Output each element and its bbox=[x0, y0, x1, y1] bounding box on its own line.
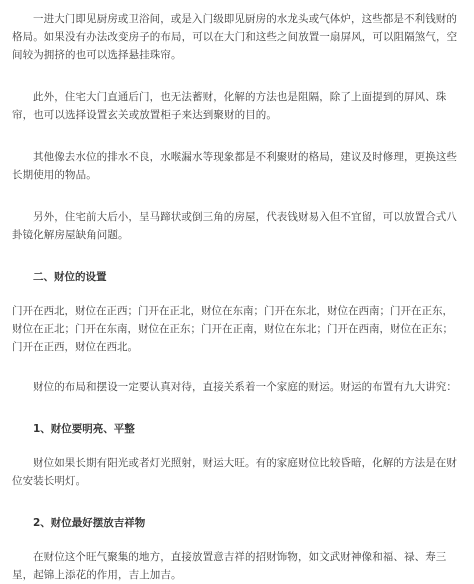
paragraph-bright-flat: 财位如果长期有阳光或者灯光照射，财运大旺。有的家庭财位比较昏暗，化解的方法是在财位安装长明灯。 bbox=[12, 457, 457, 487]
paragraph-layout-intro: 财位的布局和摆设一定要认真对待，直接关系着一个家庭的财运。财运的布置有九大讲究： bbox=[33, 381, 457, 393]
paragraph-lucky-items: 在财位这个旺气聚集的地方，直接放置意吉祥的招财饰物，如文武财神像和福、禄、寿三星，起锦上添花的作用，吉上加吉。 bbox=[12, 551, 447, 581]
subheading-lucky-items: 2、财位最好摆放吉祥物 bbox=[33, 517, 146, 529]
subheading-bright-flat: 1、财位要明亮、平整 bbox=[33, 423, 135, 435]
paragraph-drainage: 其他像去水位的排水不良，水喉漏水等现象都是不利聚财的格局，建议及时修理，更换这些长期使用的物品。 bbox=[12, 151, 457, 181]
wealth-position-list: 门开在西北，财位在正西；门开在正北，财位在东南；门开在东北，财位在西南；门开在正东，财位在正北；门开在东南，财位在正东；门开在正南，财位在东北；门开在西南，财位在正东；门开在正西，财位在西北。 bbox=[12, 305, 453, 353]
section-heading-wealth-position: 二、财位的设置 bbox=[33, 271, 107, 283]
paragraph-front-back-door: 此外，住宅大门直通后门，也无法蓄财，化解的方法也是阻隔，除了上面提到的屏风、珠帘，也可以选择设置玄关或放置柜子来达到聚财的目的。 bbox=[12, 91, 447, 121]
paragraph-house-shape: 另外，住宅前大后小，呈马蹄状或倒三角的房屋，代表钱财易入但不宜留，可以放置合式八卦镜化解房屋缺角问题。 bbox=[12, 211, 457, 241]
paragraph-entrance-kitchen: 一进大门即见厨房或卫浴间，或是入门级即见厨房的水龙头或气体炉，这些都是不利钱财的格局。如果没有办法改变房子的布局，可以在大门和这些之间放置一扇屏风，可以阻隔煞气，空间较为拥挤的也可以选择悬挂珠帘。 bbox=[12, 13, 458, 61]
